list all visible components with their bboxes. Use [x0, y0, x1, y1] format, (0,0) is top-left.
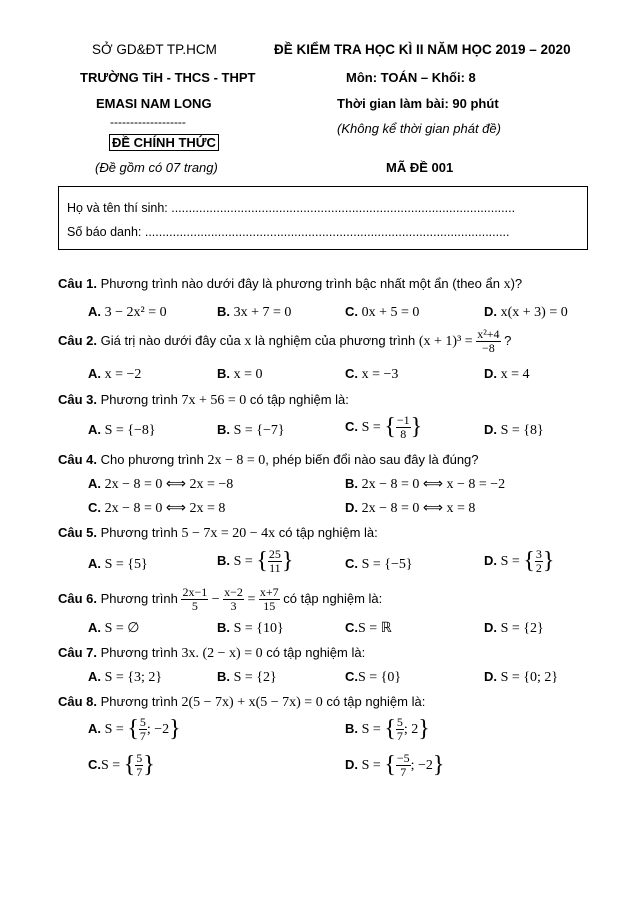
q4-option-a[interactable]	[88, 476, 233, 493]
brace-close: }	[432, 752, 445, 778]
option-text: S = ∅	[104, 621, 140, 636]
student-id-field[interactable]: Số báo danh: .........................................................................................................	[67, 225, 510, 239]
question-3	[58, 392, 349, 409]
option-text: x = 0	[233, 367, 263, 382]
option-letter: B.	[217, 422, 230, 437]
option-letter: C.	[88, 500, 101, 515]
option-letter: D.	[345, 756, 358, 772]
q2-option-a[interactable]	[88, 366, 141, 383]
option-letter: C.	[345, 669, 358, 684]
official-exam-label: ĐỀ CHÍNH THỨC	[109, 134, 219, 151]
option-text: S =	[104, 721, 128, 737]
brace-open: {	[256, 548, 268, 574]
question-text: Phương trình	[100, 525, 182, 540]
student-name-field[interactable]: Họ và tên thí sinh: ...................................................................................................	[67, 201, 516, 215]
denominator: 15	[263, 599, 276, 613]
minus-sign: −	[208, 591, 224, 607]
question-text: Cho phương trình	[100, 452, 208, 467]
option-text: S = {0}	[358, 670, 402, 685]
question-text-end: ?	[500, 332, 512, 348]
q5-option-d[interactable]	[484, 548, 554, 575]
q7-option-d[interactable]	[484, 669, 558, 686]
q4-option-b[interactable]	[345, 476, 505, 493]
question-text: Phương trình	[100, 590, 182, 606]
q2-option-b[interactable]	[217, 366, 263, 383]
question-label: Câu 5.	[58, 525, 98, 540]
q5-option-a[interactable]	[88, 556, 148, 573]
brace-open: {	[384, 414, 396, 440]
question-text: Phương trình nào dưới đây là phương trình bậc nhất một ẩn (theo ẩn	[100, 276, 504, 291]
numerator: 3	[535, 547, 542, 561]
pages-note: (Đề gồm có 07 trang)	[95, 160, 218, 175]
option-text: S =	[500, 553, 524, 569]
q5-option-c[interactable]	[345, 556, 413, 573]
option-letter: A.	[88, 476, 101, 491]
exam-duration: Thời gian làm bài: 90 phút	[337, 96, 499, 111]
denominator: 3	[230, 599, 237, 613]
question-text: Phương trình	[100, 645, 182, 660]
option-letter: D.	[484, 304, 497, 319]
option-text: x = −2	[104, 367, 142, 382]
option-text: S =	[361, 419, 385, 435]
option-text: x(x + 3) = 0	[500, 305, 568, 320]
option-letter: A.	[88, 669, 101, 684]
question-label: Câu 2.	[58, 332, 98, 348]
option-letter: B.	[217, 366, 230, 381]
q7-option-b[interactable]	[217, 669, 277, 686]
option-text: S =	[233, 553, 257, 569]
q8-option-a[interactable]	[88, 716, 181, 743]
option-text: S = {−8}	[104, 423, 156, 438]
option-text: S = {5}	[104, 557, 148, 572]
question-1	[58, 276, 522, 293]
question-6	[58, 586, 382, 613]
option-text: 2x − 8 = 0 ⟺ x = 8	[361, 501, 476, 516]
option-text: S = {3; 2}	[104, 670, 163, 685]
brace-open: {	[523, 548, 535, 574]
question-text-end: có tập nghiệm là:	[283, 590, 383, 606]
fraction	[259, 586, 280, 613]
q1-option-b[interactable]	[217, 304, 291, 321]
option-letter: C.	[345, 304, 358, 319]
question-text-end: , phép biến đổi nào sau đây là đúng?	[265, 452, 479, 467]
numerator: x+7	[259, 585, 279, 599]
numerator: x−2	[224, 585, 243, 599]
option-letter: A.	[88, 304, 101, 319]
option-text: 2x − 8 = 0 ⟺ 2x = −8	[104, 477, 234, 492]
option-text: x = 4	[500, 367, 530, 382]
option-text: S =	[361, 757, 385, 773]
q2-option-d[interactable]	[484, 366, 530, 383]
option-letter: B.	[217, 620, 230, 635]
q6-option-a[interactable]	[88, 620, 140, 637]
option-letter: D.	[484, 422, 497, 437]
option-text: S = {−5}	[361, 557, 413, 572]
fraction	[396, 716, 404, 743]
question-label: Câu 3.	[58, 392, 98, 407]
option-letter: D.	[484, 669, 497, 684]
question-4	[58, 452, 479, 469]
brace-close: }	[281, 548, 294, 574]
option-text: 2x − 8 = 0 ⟺ 2x = 8	[104, 501, 226, 516]
question-label: Câu 6.	[58, 590, 98, 606]
option-tail: ; −2	[410, 757, 433, 773]
equation: 2(5 − 7x) + x(5 − 7x) = 0	[181, 695, 323, 710]
q2-option-c[interactable]	[345, 366, 398, 383]
option-letter: A.	[88, 556, 101, 571]
option-text: S = {2}	[500, 621, 544, 636]
numerator: 5	[396, 715, 403, 729]
student-info-box	[58, 186, 588, 250]
option-letter: A.	[88, 366, 101, 381]
denominator: 2	[535, 561, 542, 575]
numerator: 2x−1	[182, 585, 208, 599]
option-letter: A.	[88, 422, 101, 437]
q5-option-b[interactable]	[217, 548, 293, 575]
option-letter: D.	[484, 552, 497, 568]
brace-open: {	[384, 752, 396, 778]
numerator: −1	[396, 413, 410, 427]
option-text: S = {2}	[233, 670, 277, 685]
fraction	[396, 414, 411, 441]
fraction	[223, 586, 244, 613]
brace-close: }	[143, 752, 155, 778]
question-7	[58, 645, 365, 662]
option-text: 0x + 5 = 0	[361, 305, 420, 320]
q1-option-c[interactable]	[345, 304, 419, 321]
question-text: Phương trình	[100, 694, 182, 709]
option-tail: ; 2	[403, 721, 419, 737]
brace-open: {	[127, 716, 139, 742]
question-text-end: có tập nghiệm là:	[275, 525, 378, 540]
equals-sign: =	[243, 591, 259, 607]
q7-option-a[interactable]	[88, 669, 162, 686]
question-text-end: )?	[510, 276, 523, 291]
denominator: 7	[396, 729, 403, 743]
option-letter: C.	[345, 418, 358, 434]
option-tail: ; −2	[146, 721, 170, 737]
equation: 7x + 56 = 0	[181, 393, 247, 408]
variable: x	[503, 277, 511, 292]
option-text: 3x + 7 = 0	[233, 305, 292, 320]
fraction	[181, 586, 208, 613]
fraction	[535, 548, 543, 575]
department-name: SỞ GD&ĐT TP.HCM	[92, 42, 217, 57]
equation-left: (x + 1)³ =	[418, 333, 477, 349]
brace-close: }	[418, 716, 430, 742]
option-letter: C.	[345, 556, 358, 571]
q6-option-b[interactable]	[217, 620, 284, 637]
brace-close: }	[542, 548, 555, 574]
q3-option-a[interactable]	[88, 422, 156, 439]
option-text: S = {−7}	[233, 423, 285, 438]
brace-open: {	[384, 716, 396, 742]
denominator: 11	[269, 561, 281, 575]
q6-option-d[interactable]	[484, 620, 544, 637]
school-name-line1: TRƯỜNG TiH - THCS - THPT	[80, 70, 256, 85]
numerator: 25	[268, 547, 281, 561]
option-text: S = {8}	[500, 423, 544, 438]
option-text: S = ℝ	[358, 621, 392, 636]
fraction	[396, 752, 411, 779]
equation: 2x − 8 = 0	[207, 453, 266, 468]
q3-option-d[interactable]	[484, 422, 544, 439]
question-label: Câu 1.	[58, 276, 98, 291]
duration-note: (Không kể thời gian phát đề)	[337, 121, 501, 136]
q1-option-d[interactable]	[484, 304, 568, 321]
option-letter: D.	[484, 620, 497, 635]
q4-option-d[interactable]	[345, 500, 475, 517]
option-letter: B.	[217, 669, 230, 684]
option-letter: B.	[345, 720, 358, 736]
question-label: Câu 4.	[58, 452, 98, 467]
option-letter: B.	[345, 476, 358, 491]
fraction	[476, 328, 500, 355]
option-letter: C.	[345, 366, 358, 381]
option-text: S = {10}	[233, 621, 284, 636]
denominator: 7	[136, 765, 143, 779]
denominator: −8	[481, 341, 495, 355]
numerator: −5	[396, 751, 410, 765]
q7-option-c[interactable]	[345, 669, 401, 686]
question-label: Câu 8.	[58, 694, 98, 709]
q4-option-c[interactable]	[88, 500, 225, 517]
q8-option-c[interactable]	[88, 752, 155, 779]
question-text: Giá trị nào dưới đây của	[100, 332, 245, 348]
q3-option-c[interactable]	[345, 414, 422, 441]
option-text: S = {0; 2}	[500, 670, 559, 685]
brace-close: }	[169, 716, 181, 742]
brace-open: {	[123, 752, 136, 778]
q6-option-c[interactable]	[345, 620, 392, 637]
option-letter: A.	[88, 720, 101, 736]
equation: 3x. (2 − x) = 0	[181, 646, 263, 661]
question-text: Phương trình	[100, 392, 182, 407]
option-text: S =	[361, 721, 385, 737]
fraction	[268, 548, 282, 575]
numerator: 5	[136, 751, 143, 765]
question-label: Câu 7.	[58, 645, 98, 660]
question-text-end: có tập nghiệm là:	[246, 392, 349, 407]
denominator: 8	[400, 427, 407, 441]
question-text-mid: là nghiệm của phương trình	[251, 332, 419, 348]
option-letter: B.	[217, 304, 230, 319]
option-letter: A.	[88, 620, 101, 635]
exam-title: ĐỀ KIỂM TRA HỌC KÌ II NĂM HỌC 2019 – 2020	[274, 42, 571, 57]
question-text-end: có tập nghiệm là:	[262, 645, 366, 660]
exam-code: MÃ ĐỀ 001	[386, 160, 454, 175]
option-text: 2x − 8 = 0 ⟺ x − 8 = −2	[361, 477, 506, 492]
option-letter: C.	[88, 756, 101, 772]
option-letter: D.	[345, 500, 358, 515]
equation: 5 − 7x = 20 − 4x	[181, 526, 276, 541]
question-2	[58, 328, 511, 355]
denominator: 7	[139, 729, 146, 743]
option-letter: D.	[484, 366, 497, 381]
variable: x	[244, 333, 252, 349]
option-text: S =	[101, 757, 124, 773]
denominator: 5	[191, 599, 198, 613]
denominator: 7	[400, 765, 407, 779]
q3-option-b[interactable]	[217, 422, 285, 439]
option-letter: C.	[345, 620, 358, 635]
q8-option-b[interactable]	[345, 716, 430, 743]
school-name-line2: EMASI NAM LONG	[96, 96, 212, 111]
q1-option-a[interactable]	[88, 304, 167, 321]
header-separator: -------------------	[110, 115, 186, 129]
option-letter: B.	[217, 552, 230, 568]
fraction	[139, 716, 147, 743]
question-8	[58, 694, 425, 711]
q8-option-d[interactable]	[345, 752, 444, 779]
numerator: x²+4	[477, 327, 500, 341]
brace-close: }	[410, 414, 423, 440]
exam-subject: Môn: TOÁN – Khối: 8	[346, 70, 476, 85]
option-text: 3 − 2x² = 0	[104, 305, 167, 320]
numerator: 5	[139, 715, 146, 729]
option-text: x = −3	[361, 367, 399, 382]
question-5	[58, 525, 378, 542]
question-text-end: có tập nghiệm là:	[322, 694, 426, 709]
